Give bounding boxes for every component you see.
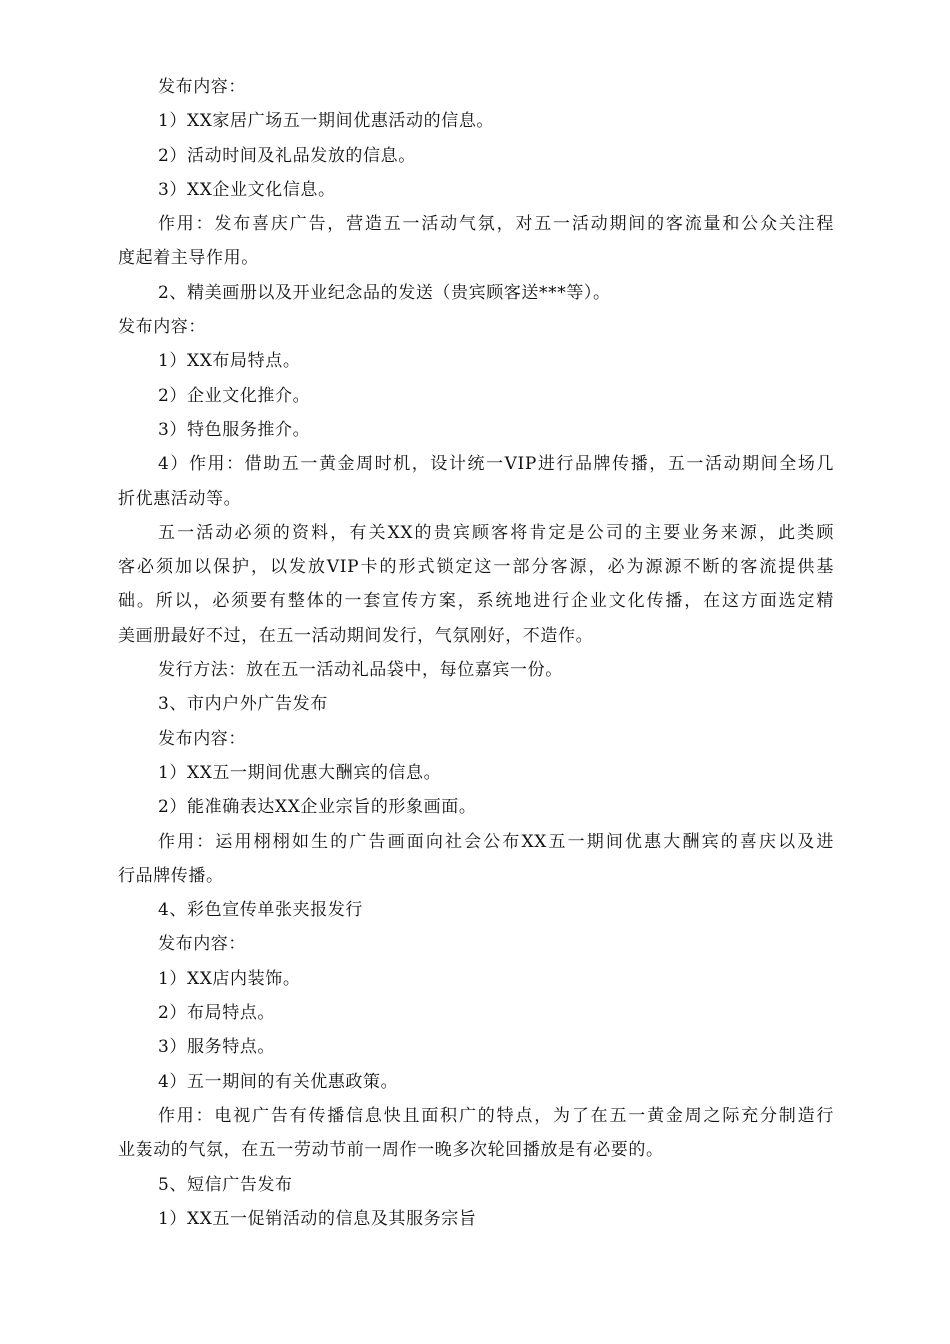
text-line: 3）服务特点。 (158, 1037, 276, 1058)
text-line: 发行方法：放在五一活动礼品袋中，每位嘉宾一份。 (158, 660, 563, 681)
text-line: 作用：运用栩栩如生的广告画面向社会公布XX五一期间优惠大酬宾的喜庆以及进 (158, 831, 834, 852)
text-line: 3、市内户外广告发布 (158, 694, 328, 715)
text-line: 3）XX企业文化信息。 (158, 179, 336, 200)
text-line: 1）XX五一期间优惠大酬宾的信息。 (158, 762, 442, 783)
text-line: 作用：发布喜庆广告，营造五一活动气氛，对五一活动期间的客流量和公众关注程 (158, 214, 834, 235)
text-line: 发布内容： (158, 77, 246, 97)
text-line: 础。所以，必须要有整体的一套宣传方案，系统地进行企业文化传播，在这方面选定精 (118, 591, 834, 612)
text-line: 1）XX店内装饰。 (158, 968, 301, 989)
text-line: 1）XX布局特点。 (158, 351, 301, 372)
text-line: 发布内容： (118, 317, 206, 338)
text-line: 发布内容： (158, 728, 246, 749)
text-line: 2、精美画册以及开业纪念品的发送（贵宾顾客送***等）。 (158, 282, 611, 303)
text-line: 3）特色服务推介。 (158, 419, 311, 440)
text-line: 五一活动必须的资料，有关XX的贵宾顾客将肯定是公司的主要业务来源，此类顾 (158, 522, 834, 543)
text-line: 行品牌传播。 (118, 865, 224, 886)
text-line: 4）作用：借助五一黄金周时机，设计统一VIP进行品牌传播，五一活动期间全场几 (158, 454, 834, 475)
text-line: 度起着主导作用。 (118, 248, 259, 269)
text-line: 2）企业文化推介。 (158, 385, 311, 406)
text-line: 2）布局特点。 (158, 1003, 276, 1024)
text-line: 5、短信广告发布 (158, 1174, 293, 1195)
text-line: 业轰动的气氛，在五一劳动节前一周作一晚多次轮回播放是有必要的。 (118, 1140, 664, 1161)
text-line: 作用：电视广告有传播信息快且面积广的特点，为了在五一黄金周之际充分制造行 (158, 1105, 834, 1126)
text-line: 客必须加以保护，以发放VIP卡的形式锁定这一部分客源，必为源源不断的客流提供基 (118, 557, 834, 578)
text-line: 4）五一期间的有关优惠政策。 (158, 1071, 399, 1092)
text-line: 2）能准确表达XX企业宗旨的形象画面。 (158, 797, 477, 818)
text-line: 2）活动时间及礼品发放的信息。 (158, 145, 416, 166)
text-line: 发布内容： (158, 934, 246, 955)
text-line: 4、彩色宣传单张夹报发行 (158, 900, 364, 921)
text-line: 1）XX家居广场五一期间优惠活动的信息。 (158, 111, 495, 132)
text-line: 折优惠活动等。 (118, 488, 242, 509)
document-body (118, 70, 834, 1236)
text-line: 1）XX五一促销活动的信息及其服务宗旨 (158, 1208, 477, 1229)
text-line: 美画册最好不过，在五一活动期间发行，气氛刚好，不造作。 (118, 625, 594, 646)
